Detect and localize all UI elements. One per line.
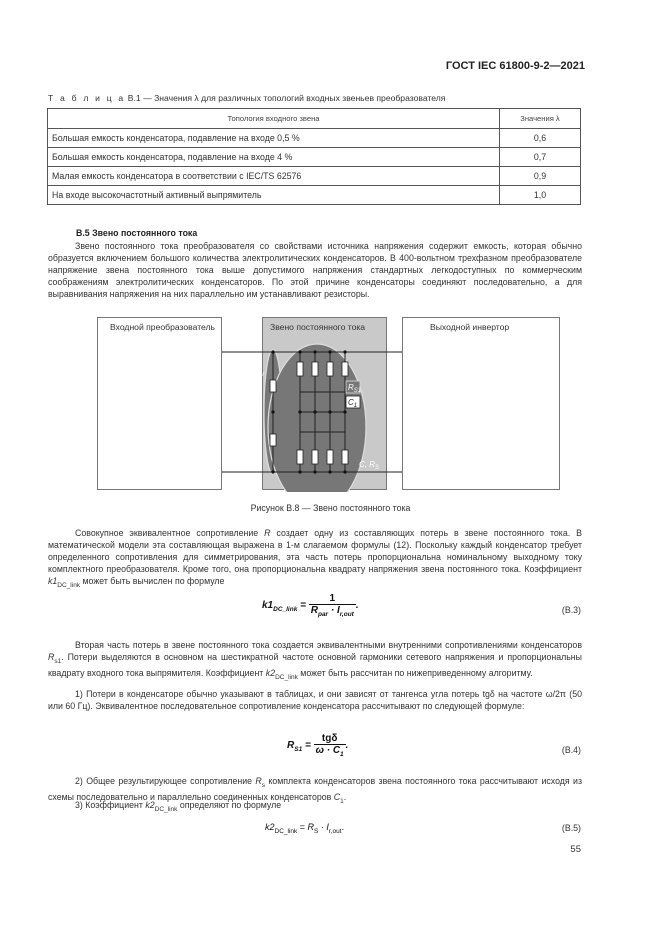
table-cell-topology: Большая емкость конденсатора, подавление на входе 0,5 % [48,129,500,148]
table-header-row [48,109,581,129]
table-header-topology: Топология входного звена [48,109,500,129]
standard-header: ГОСТ IEC 61800-9-2—2021 [445,60,585,72]
equation-number-b3: (В.3) [561,605,581,615]
page-number: 55 [570,844,581,855]
table-cell-topology: На входе высокочастотный активный выпрямитель [48,186,500,205]
equation-number-b4: (В.4) [561,745,581,755]
dc-link-label: Звено постоянного тока [270,322,366,332]
input-converter-box [98,318,222,490]
formula-b5: $k2_{DC\_link} = R_S \cdot I_{r,out}$. [265,822,345,835]
equation-number-b5: (В.5) [561,823,581,833]
table-cell-value: 0,6 [500,129,581,148]
paragraph-dc-link-intro [48,241,582,301]
table-row [48,167,581,186]
c-rs-label: C, $R_S$ [359,460,380,471]
c1-label: $C_1$ [348,398,358,409]
table-cell-value: 0,7 [500,148,581,167]
paragraph-text: Звено постоянного тока преобразователя со свойствами источника напряжения содержит емкость, которая обычно образуется включением большого количества электролитических конденсаторов. В 400-вольтном трехфазном преобразователе напряжение звена постоянного тока выше допустимого напряжения стандартных легкодоступных по коммерческим соображениям электролитических конденсаторов. По этой причине конденсаторы соединяют последовательно, а для выравнивания напряжения на них параллельно им устанавливают резисторы. [48,241,582,299]
formula-b4: $R_{S1}$ = $\frac{\text{tgδ}}{\omega \cdot C_1}$ . [287,733,349,758]
paragraph-loss-r: Совокупное эквивалентное сопротивление R создает одну из составляющих потерь в звене постоянного тока. В математической модели эта составляющая выражена в 1-м слагаемом формулы (12). Поскольку каждый конденсатор требует определенного сопротивления для симметрирования, эта часть потерь пропорциональна номинальному выходному току комплектного преобразователя. Кроме того, она пропорциональна квадрату напряжения звена постоянного тока. Коэффициент $k1_{DC\_link}$ может быть вычислен по формуле [48,528,582,589]
paragraph-step-1: 1) Потери в конденсаторе обычно указывают в таблицах, и они зависят от тангенса угла потерь tgδ на частоте ω/2π (50 или 60 Гц). Эквивалентное последовательное сопротивление конденсатора рассчитывают по следующей формуле: [48,689,582,711]
table-cell-value: 0,9 [500,167,581,186]
paragraph-step-3: 3) Коэффициент $k2_{DC\_link}$ определяют по формуле [75,800,282,813]
input-converter-label: Входной преобразователь [110,322,216,332]
table-row [48,148,581,167]
table-cell-value: 1,0 [500,186,581,205]
section-heading: В.5 Звено постоянного тока [76,228,198,238]
lambda-table [47,108,581,205]
paragraph-loss-rs1: Вторая часть потерь в звене постоянного тока создается эквивалентными внутренними сопротивлениями конденсаторов $R_{s1}$. Потери выделяются в основном на шестикратной частоте основной гармоники сетевого напряжения и пропорциональны квадрату входного тока выпрямителя. Коэффициент $k2_{DC\_link}$ может быть рассчитан по нижеприведенному алгоритму. [48,640,582,681]
rs1-label: $R_{S1}$ [348,383,362,394]
table-header-value: Значения λ [500,109,581,129]
table-row [48,186,581,205]
paragraph-step-2: 2) Общее результирующее сопротивление $R_s$ комплекта конденсаторов звена постоянного тока рассчитывают исходя из схемы последовательно и параллельно соединенных конденсаторов $C_1$. [48,776,582,805]
table-caption-prefix: Т а б л и ц а [48,93,126,103]
table-row [48,129,581,148]
dc-link-figure [97,317,561,492]
rpar-label: $R_{par}$ [250,367,265,378]
figure-caption: Рисунок В.8 — Звено постоянного тока [250,503,411,513]
table-cell-topology: Малая емкость конденсатора в соответствии с IEC/TS 62576 [48,167,500,186]
table-caption-text: В.1 — Значения λ для различных топологий входных звеньев преобразователя [127,93,446,103]
table-cell-topology: Большая емкость конденсатора, подавление на входе 4 % [48,148,500,167]
output-inverter-box [403,318,560,490]
output-inverter-label: Выходной инвертор [430,322,510,332]
formula-b3: $k1_{DC\_link}$ = $\frac{1}{R_{par} \cdot I_{r,out}}$ . [262,593,359,618]
table-caption [48,93,445,103]
